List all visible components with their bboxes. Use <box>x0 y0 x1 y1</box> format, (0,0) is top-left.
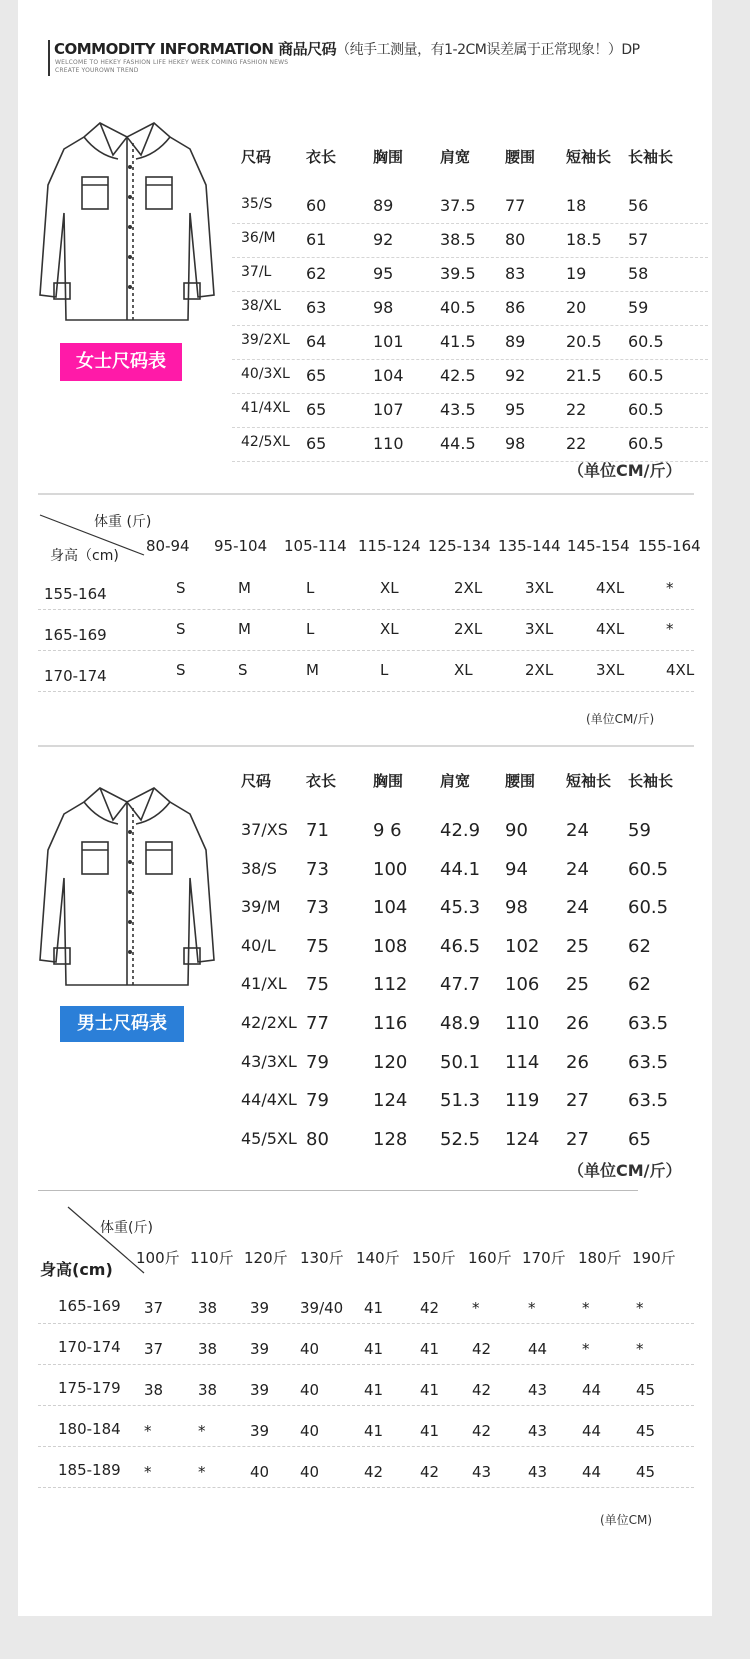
measurement-value: 39.5 <box>440 264 476 283</box>
measurement-value: 9 6 <box>373 820 402 841</box>
size-cell: 39 <box>250 1299 270 1317</box>
measurement-value: 80 <box>505 230 526 249</box>
size-cell: * <box>198 1463 206 1481</box>
measurement-value: 110 <box>505 1012 540 1034</box>
measurement-value: 65 <box>306 366 327 385</box>
weight-header: 170斤 <box>522 1249 566 1267</box>
weight-range-header: 135-144 <box>498 537 561 555</box>
size-row <box>232 360 708 394</box>
size-cell: 40 <box>250 1463 270 1481</box>
measurement-value: 62 <box>628 974 651 996</box>
size-cell: 40 <box>300 1381 320 1399</box>
measurement-value: 65 <box>306 400 327 419</box>
size-row <box>232 1123 708 1162</box>
measurement-value: 116 <box>373 1012 408 1034</box>
size-label: 39/2XL <box>241 332 290 348</box>
measurement-value: 60.5 <box>628 400 664 419</box>
women-chart-unit: (单位CM/斤) <box>586 712 655 726</box>
col-header: 长袖长 <box>628 772 674 790</box>
measurement-value: 124 <box>373 1090 408 1112</box>
col-header: 肩宽 <box>440 772 471 790</box>
measurement-value: 51.3 <box>440 1090 481 1112</box>
size-cell: 37 <box>144 1340 164 1358</box>
size-cell: 43 <box>528 1422 548 1440</box>
header-divider <box>48 40 50 76</box>
weight-height-row <box>38 1408 694 1447</box>
measurement-value: 77 <box>306 1012 329 1034</box>
weight-range-header: 145-154 <box>567 537 630 555</box>
measurement-value: 62 <box>306 264 327 283</box>
size-cell: 43 <box>472 1463 492 1481</box>
measurement-value: 75 <box>306 935 329 957</box>
measurement-value: 24 <box>566 820 589 841</box>
col-header: 衣长 <box>306 772 337 790</box>
size-cell: 44 <box>528 1340 548 1358</box>
measurement-value: 89 <box>373 196 394 215</box>
col-header: 衣长 <box>306 148 337 166</box>
measurement-value: 42.9 <box>440 820 481 841</box>
size-label: 38/S <box>241 858 277 878</box>
men-size-badge: 男士尺码表 <box>60 1006 184 1042</box>
measurement-value: 100 <box>373 858 408 880</box>
size-label: 45/5XL <box>241 1128 297 1148</box>
size-cell: XL <box>380 620 399 638</box>
measurement-value: 21.5 <box>566 366 602 385</box>
measurement-value: 60.5 <box>628 366 664 385</box>
size-cell: M <box>238 620 251 638</box>
size-row <box>232 326 708 360</box>
women-size-badge: 女士尺码表 <box>60 343 182 381</box>
weight-height-row <box>38 612 694 651</box>
size-cell: 39/40 <box>300 1299 344 1317</box>
size-label: 36/M <box>241 230 276 246</box>
measurement-value: 40.5 <box>440 298 476 317</box>
size-label: 40/3XL <box>241 366 290 382</box>
size-cell: M <box>306 661 319 679</box>
measurement-value: 59 <box>628 820 651 841</box>
measurement-value: 52.5 <box>440 1128 481 1150</box>
women-shirt-illustration <box>38 115 216 325</box>
size-cell: 4XL <box>596 620 625 638</box>
men-size-rows <box>232 814 708 1161</box>
size-label: 44/4XL <box>241 1090 297 1110</box>
measurement-value: 44.1 <box>440 858 481 880</box>
weight-header: 100斤 <box>136 1249 180 1267</box>
measurement-value: 61 <box>306 230 327 249</box>
measurement-value: 22 <box>566 434 587 453</box>
size-row <box>232 968 708 1007</box>
measurement-value: 44.5 <box>440 434 476 453</box>
size-row <box>232 428 708 462</box>
men-size-unit: （单位CM/斤） <box>568 1161 682 1180</box>
size-cell: 41 <box>364 1299 384 1317</box>
size-row <box>232 814 708 853</box>
size-cell: S <box>176 579 186 597</box>
weight-range-header: 155-164 <box>638 537 701 555</box>
col-header: 腰围 <box>505 772 536 790</box>
size-row <box>232 930 708 969</box>
measurement-value: 20 <box>566 298 587 317</box>
measurement-value: 22 <box>566 400 587 419</box>
measurement-value: 104 <box>373 897 408 919</box>
weight-axis-label: 体重(斤) <box>100 1220 153 1236</box>
height-range-label: 180-184 <box>58 1420 121 1438</box>
measurement-value: 37.5 <box>440 196 476 215</box>
measurement-value: 73 <box>306 858 329 880</box>
measurement-value: 62 <box>628 935 651 957</box>
measurement-value: 120 <box>373 1051 408 1073</box>
weight-height-row <box>38 1326 694 1365</box>
size-cell: 42 <box>420 1463 440 1481</box>
size-row <box>232 394 708 428</box>
men-chart-unit: (单位CM) <box>600 1513 653 1527</box>
measurement-value: 95 <box>373 264 394 283</box>
weight-range-header: 115-124 <box>358 537 421 555</box>
measurement-value: 38.5 <box>440 230 476 249</box>
measurement-value: 89 <box>505 332 526 351</box>
men-shirt-illustration <box>38 780 216 990</box>
measurement-value: 18 <box>566 196 587 215</box>
measurement-value: 26 <box>566 1012 589 1034</box>
measurement-value: 60.5 <box>628 332 664 351</box>
size-cell: 40 <box>300 1340 320 1358</box>
size-cell: 4XL <box>596 579 625 597</box>
measurement-value: 98 <box>505 434 526 453</box>
height-range-label: 170-174 <box>58 1338 121 1356</box>
measurement-value: 47.7 <box>440 974 481 996</box>
size-cell: 37 <box>144 1299 164 1317</box>
women-weight-height-chart <box>38 505 701 705</box>
size-cell: * <box>582 1340 590 1358</box>
header-title <box>54 38 640 59</box>
men-size-header-row <box>232 770 708 814</box>
measurement-value: 124 <box>505 1128 540 1150</box>
size-cell: 43 <box>528 1381 548 1399</box>
size-cell: 44 <box>582 1463 602 1481</box>
size-cell: * <box>666 620 674 638</box>
measurement-value: 98 <box>373 298 394 317</box>
size-cell: L <box>306 579 315 597</box>
measurement-value: 19 <box>566 264 587 283</box>
measurement-value: 98 <box>505 897 528 919</box>
size-cell: M <box>238 579 251 597</box>
weight-header: 120斤 <box>244 1249 288 1267</box>
size-label: 41/XL <box>241 974 287 994</box>
measurement-value: 63.5 <box>628 1090 669 1112</box>
size-cell: 42 <box>364 1463 384 1481</box>
size-cell: * <box>666 579 674 597</box>
size-cell: 42 <box>472 1422 492 1440</box>
size-cell: 4XL <box>666 661 695 679</box>
size-chart-page <box>18 0 712 1616</box>
weight-header: 150斤 <box>412 1249 456 1267</box>
size-cell: 45 <box>636 1381 656 1399</box>
weight-header: 130斤 <box>300 1249 344 1267</box>
women-size-header-row <box>232 146 708 190</box>
size-cell: 39 <box>250 1422 270 1440</box>
measurement-value: 42.5 <box>440 366 476 385</box>
men-size-table <box>232 770 708 1161</box>
col-header: 肩宽 <box>440 148 471 166</box>
measurement-value: 108 <box>373 935 408 957</box>
col-header: 尺码 <box>241 772 272 790</box>
size-row <box>232 190 708 224</box>
measurement-value: 71 <box>306 820 329 841</box>
measurement-value: 86 <box>505 298 526 317</box>
size-cell: 41 <box>364 1422 384 1440</box>
size-cell: 44 <box>582 1422 602 1440</box>
measurement-value: 83 <box>505 264 526 283</box>
size-cell: * <box>144 1463 152 1481</box>
measurement-value: 95 <box>505 400 526 419</box>
size-cell: 41 <box>420 1340 440 1358</box>
women-size-table <box>232 146 708 462</box>
measurement-value: 101 <box>373 332 404 351</box>
weight-axis-label: 体重 (斤) <box>94 514 152 530</box>
measurement-value: 57 <box>628 230 649 249</box>
measurement-value: 24 <box>566 858 589 880</box>
size-row <box>232 1046 708 1085</box>
weight-height-row <box>38 1285 694 1324</box>
size-row <box>232 224 708 258</box>
measurement-value: 20.5 <box>566 332 602 351</box>
col-header: 长袖长 <box>628 148 674 166</box>
col-header: 腰围 <box>505 148 536 166</box>
size-cell: 38 <box>198 1340 218 1358</box>
weight-header: 110斤 <box>190 1249 234 1267</box>
header-subtitle-line2: CREATE YOUROWN TREND <box>55 67 139 74</box>
header-title-text: COMMODITY INFORMATION 商品尺码 <box>54 40 337 58</box>
measurement-value: 60.5 <box>628 858 669 880</box>
measurement-value: 64 <box>306 332 327 351</box>
measurement-value: 110 <box>373 434 404 453</box>
size-cell: * <box>144 1422 152 1440</box>
size-cell: 39 <box>250 1340 270 1358</box>
weight-header: 190斤 <box>632 1249 676 1267</box>
measurement-value: 63.5 <box>628 1051 669 1073</box>
measurement-value: 60.5 <box>628 434 664 453</box>
height-range-label: 165-169 <box>58 1297 121 1315</box>
size-cell: 41 <box>364 1381 384 1399</box>
size-row <box>232 1084 708 1123</box>
size-cell: L <box>306 620 315 638</box>
size-label: 35/S <box>241 196 273 212</box>
size-cell: 38 <box>198 1381 218 1399</box>
size-row <box>232 891 708 930</box>
height-axis-label: 身高（cm) <box>50 548 119 564</box>
measurement-value: 48.9 <box>440 1012 481 1034</box>
size-cell: S <box>238 661 248 679</box>
height-axis-label: 身高(cm) <box>40 1260 113 1279</box>
size-cell: 41 <box>420 1422 440 1440</box>
size-cell: * <box>636 1299 644 1317</box>
size-cell: 39 <box>250 1381 270 1399</box>
size-cell: 2XL <box>454 579 483 597</box>
col-header: 胸围 <box>373 772 404 790</box>
measurement-value: 102 <box>505 935 540 957</box>
size-cell: S <box>176 620 186 638</box>
size-label: 43/3XL <box>241 1051 297 1071</box>
weight-range-header: 125-134 <box>428 537 491 555</box>
measurement-value: 128 <box>373 1128 408 1150</box>
section-divider <box>38 745 694 747</box>
measurement-value: 58 <box>628 264 649 283</box>
size-row <box>232 853 708 892</box>
women-size-rows <box>232 190 708 462</box>
size-label: 39/M <box>241 897 281 917</box>
size-cell: S <box>176 661 186 679</box>
size-cell: XL <box>380 579 399 597</box>
size-label: 41/4XL <box>241 400 290 416</box>
size-row <box>232 258 708 292</box>
measurement-value: 79 <box>306 1090 329 1112</box>
size-cell: 3XL <box>525 579 554 597</box>
measurement-value: 27 <box>566 1090 589 1112</box>
size-cell: 38 <box>144 1381 164 1399</box>
women-size-unit: （单位CM/斤） <box>568 461 682 480</box>
size-cell: * <box>636 1340 644 1358</box>
measurement-value: 27 <box>566 1128 589 1150</box>
size-cell: XL <box>454 661 473 679</box>
measurement-value: 60.5 <box>628 897 669 919</box>
weight-height-row <box>38 571 694 610</box>
measurement-value: 104 <box>373 366 404 385</box>
measurement-value: 41.5 <box>440 332 476 351</box>
size-cell: 42 <box>420 1299 440 1317</box>
header-note: （纯手工测量，有1-2CM误差属于正常现象！）DP <box>336 42 640 58</box>
measurement-value: 112 <box>373 974 408 996</box>
measurement-value: 79 <box>306 1051 329 1073</box>
size-cell: 45 <box>636 1422 656 1440</box>
height-range-label: 170-174 <box>44 667 107 685</box>
weight-range-header: 95-104 <box>214 537 268 555</box>
measurement-value: 94 <box>505 858 528 880</box>
height-range-label: 175-179 <box>58 1379 121 1397</box>
height-range-label: 165-169 <box>44 626 107 644</box>
col-header: 胸围 <box>373 148 404 166</box>
section-divider <box>38 493 694 495</box>
measurement-value: 63 <box>306 298 327 317</box>
size-label: 38/XL <box>241 298 281 314</box>
section-divider <box>38 1190 638 1191</box>
size-cell: 3XL <box>525 620 554 638</box>
measurement-value: 65 <box>306 434 327 453</box>
measurement-value: 60 <box>306 196 327 215</box>
size-cell: * <box>198 1422 206 1440</box>
measurement-value: 50.1 <box>440 1051 481 1073</box>
measurement-value: 75 <box>306 974 329 996</box>
weight-header: 180斤 <box>578 1249 622 1267</box>
measurement-value: 24 <box>566 897 589 919</box>
weight-height-row <box>38 1449 694 1488</box>
header-subtitle <box>55 59 288 75</box>
measurement-value: 59 <box>628 298 649 317</box>
size-cell: 43 <box>528 1463 548 1481</box>
weight-header: 140斤 <box>356 1249 400 1267</box>
header-subtitle-line1: WELCOME TO HEKEY FASHION LIFE HEKEY WEEK COMING FASHION NEWS <box>55 59 289 66</box>
size-row <box>232 1007 708 1046</box>
height-range-label: 185-189 <box>58 1461 121 1479</box>
weight-header: 160斤 <box>468 1249 512 1267</box>
measurement-value: 90 <box>505 820 528 841</box>
size-cell: * <box>472 1299 480 1317</box>
size-label: 42/2XL <box>241 1012 297 1032</box>
size-cell: * <box>582 1299 590 1317</box>
size-label: 40/L <box>241 935 276 955</box>
measurement-value: 25 <box>566 974 589 996</box>
size-cell: 2XL <box>525 661 554 679</box>
measurement-value: 18.5 <box>566 230 602 249</box>
size-cell: 42 <box>472 1340 492 1358</box>
size-cell: 42 <box>472 1381 492 1399</box>
size-cell: 40 <box>300 1422 320 1440</box>
size-label: 37/XS <box>241 820 288 839</box>
measurement-value: 80 <box>306 1128 329 1150</box>
measurement-value: 77 <box>505 196 526 215</box>
size-cell: 3XL <box>596 661 625 679</box>
measurement-value: 73 <box>306 897 329 919</box>
measurement-value: 92 <box>373 230 394 249</box>
measurement-value: 25 <box>566 935 589 957</box>
size-cell: L <box>380 661 389 679</box>
size-cell: * <box>528 1299 536 1317</box>
col-header: 尺码 <box>241 148 272 166</box>
col-header: 短袖长 <box>566 772 612 790</box>
measurement-value: 106 <box>505 974 540 996</box>
size-cell: 38 <box>198 1299 218 1317</box>
measurement-value: 46.5 <box>440 935 481 957</box>
size-cell: 40 <box>300 1463 320 1481</box>
size-label: 37/L <box>241 264 272 280</box>
col-header: 短袖长 <box>566 148 612 166</box>
height-range-label: 155-164 <box>44 585 107 603</box>
weight-range-header: 80-94 <box>146 537 190 555</box>
size-row <box>232 292 708 326</box>
measurement-value: 92 <box>505 366 526 385</box>
weight-height-row <box>38 1367 694 1406</box>
measurement-value: 114 <box>505 1051 540 1073</box>
size-cell: 45 <box>636 1463 656 1481</box>
weight-height-row <box>38 653 694 692</box>
measurement-value: 107 <box>373 400 404 419</box>
size-cell: 2XL <box>454 620 483 638</box>
measurement-value: 43.5 <box>440 400 476 419</box>
measurement-value: 63.5 <box>628 1012 669 1034</box>
men-weight-height-chart <box>38 1205 694 1505</box>
size-cell: 41 <box>420 1381 440 1399</box>
measurement-value: 119 <box>505 1090 540 1112</box>
measurement-value: 26 <box>566 1051 589 1073</box>
measurement-value: 56 <box>628 196 649 215</box>
size-cell: 44 <box>582 1381 602 1399</box>
size-cell: 41 <box>364 1340 384 1358</box>
weight-range-header: 105-114 <box>284 537 347 555</box>
measurement-value: 45.3 <box>440 897 481 919</box>
size-label: 42/5XL <box>241 434 290 450</box>
measurement-value: 65 <box>628 1128 651 1150</box>
